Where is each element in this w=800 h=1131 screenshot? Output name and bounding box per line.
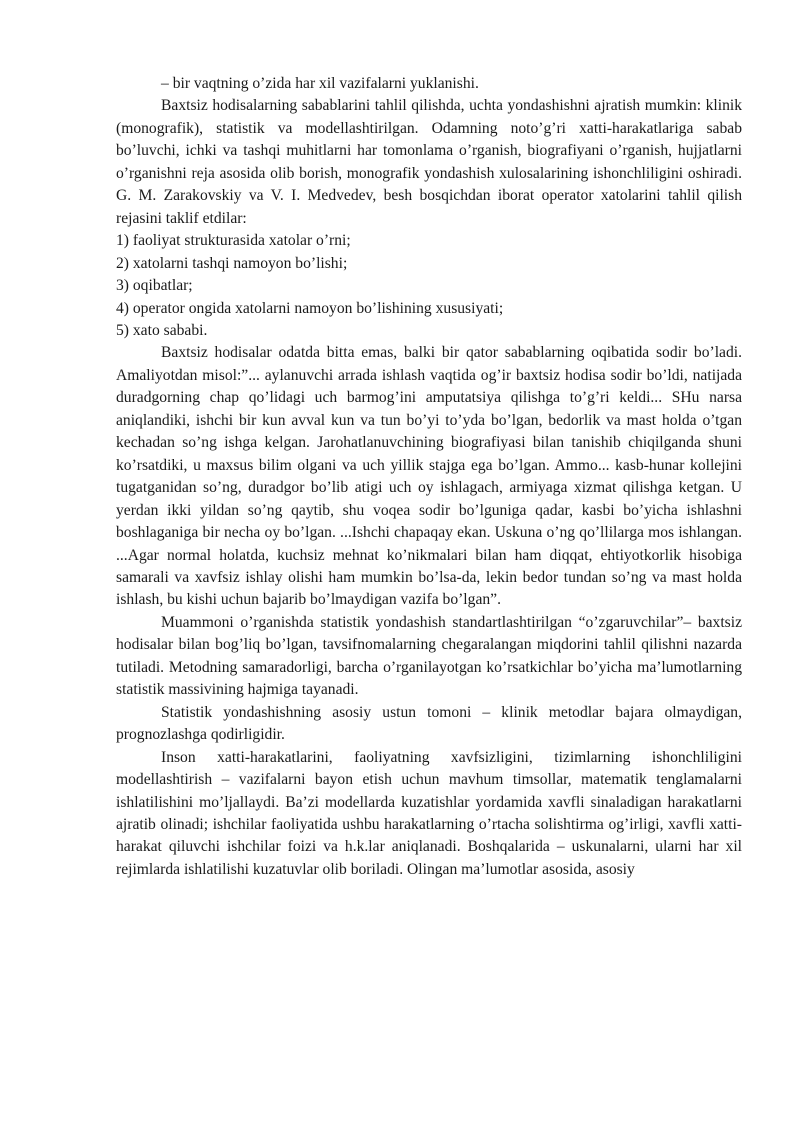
list-item: 3) oqibatlar; xyxy=(116,277,193,295)
list-item: 2) xatolarni tashqi namoyon bo’lishi; xyxy=(116,254,348,272)
paragraph-4: Muammoni o’rganishda statistik yondashish standartlashtirilgan “o’zgaruvchilar”– baxtsiz hodisalar bilan bog’liq bo’lgan, tavsifnomalarning chegaralangan miqdorini tahlil qilishni nazarda tutiladi. Metodning samaradorligi, barcha o’rganilayotgan ko’rsatkichlar bo’yicha ma’lumotlarning statistik massivining hajmiga tayanadi. xyxy=(116,613,742,699)
paragraph-3: Baxtsiz hodisalar odatda bitta emas, balki bir qator sabablarning oqibatida sodir bo’ladi. Amaliyotdan misol:”... aylanuvchi arrada ishlash vaqtida og’ir baxtsiz hodisa sodir bo’ldi, natijada duradgorning chap qo’lidagi uch barmog’ini amputatsiya qilishga to’g’ri keldi... SHu narsa aniqlandiki, ishchi bir kun avval kun va tun bo’yi to’yda bo’lgan, bedorlik va mast holda o’tgan kechadan so’ng ishga kelgan. Jarohatlanuvchining biografiyasi bilan tanishib chiqilganda shuni ko’rsatdiki, u maxsus bilim olgani va uch yillik stajga ega bo’lgan. Ammo... kasb-hunar kollejini tugatganidan so’ng, duradgor bo’lib atigi uch oy ishlagach, armiyaga xizmat qilishga ketgan. U yerdan ikki yildan so’ng qaytib, shu voqea sodir bo’lguniga qadar, kasbi bo’yicha ishlashni boshlaganiga bir necha oy bo’lgan. ...Ishchi chapaqay ekan. Uskuna o’ng qo’llilarga mos ishlangan. ...Agar normal holatda, kuchsiz mehnat ko’nikmalari bilan ham diqqat, ehtiyotkorlik hisobiga samarali va xavfsiz ishlay olishi ham mumkin bo’lsa-da, lekin bedor tundan so’ng va mast holda ishlash, bu kishi uchun bajarib bo’lmaydigan vazifa bo’lgan”. xyxy=(116,344,742,609)
paragraph-6: Inson xatti-harakatlarini, faoliyatning xavfsizligini, tizimlarning ishonchliligini modellashtirish – vazifalarni bayon etish uchun mavhum timsollar, matematik tenglamalarni ishlatilishini mo’ljallaydi. Ba’zi modellarda kuzatishlar yordamida xavfli sinaladigan harakatlarni ajratib olinadi; ishchilar faoliyatida ushbu harakatlarning o’rtacha solishtirma og’irligi, xavfli xatti-harakat qiluvchi ishchilar foizi va h.k.lar aniqlanadi. Boshqalarida – uskunalarni, ularni har xil rejimlarda ishlatilishi kuzatuvlar olib boriladi. Olingan ma’lumotlar asosida, asosiy xyxy=(116,748,742,878)
operator-errors-list xyxy=(116,230,742,342)
list-item: 5) xato sababi. xyxy=(116,321,208,339)
list-item: 4) operator ongida xatolarni namoyon bo’lishining xususiyati; xyxy=(116,299,504,317)
paragraph-1: – bir vaqtning o’zida har xil vazifalarni yuklanishi. xyxy=(161,75,479,92)
list-item: 1) faoliyat strukturasida xatolar o’rni; xyxy=(116,232,351,250)
paragraph-5: Statistik yondashishning asosiy ustun tomoni – klinik metodlar bajara olmaydigan, prognozlashga qodirligidir. xyxy=(116,703,742,744)
document-page xyxy=(116,73,742,881)
paragraph-2: Baxtsiz hodisalarning sabablarini tahlil qilishda, uchta yondashishni ajratish mumkin: klinik (monografik), statistik va modellashtirilgan. Odamning noto’g’ri xatti-harakatlariga sabab bo’luvchi, ichki va tashqi muhitlarni har tomonlama o’rganish, biografiyani o’rganish, hujjatlarni o’rganishni reja asosida olib borish, monografik yondashish xulosalarining ishonchliligini oshiradi. G. M. Zarakovskiy va V. I. Medvedev, besh bosqichdan iborat operator xatolarini tahlil qilish rejasini taklif etdilar: xyxy=(116,97,742,227)
